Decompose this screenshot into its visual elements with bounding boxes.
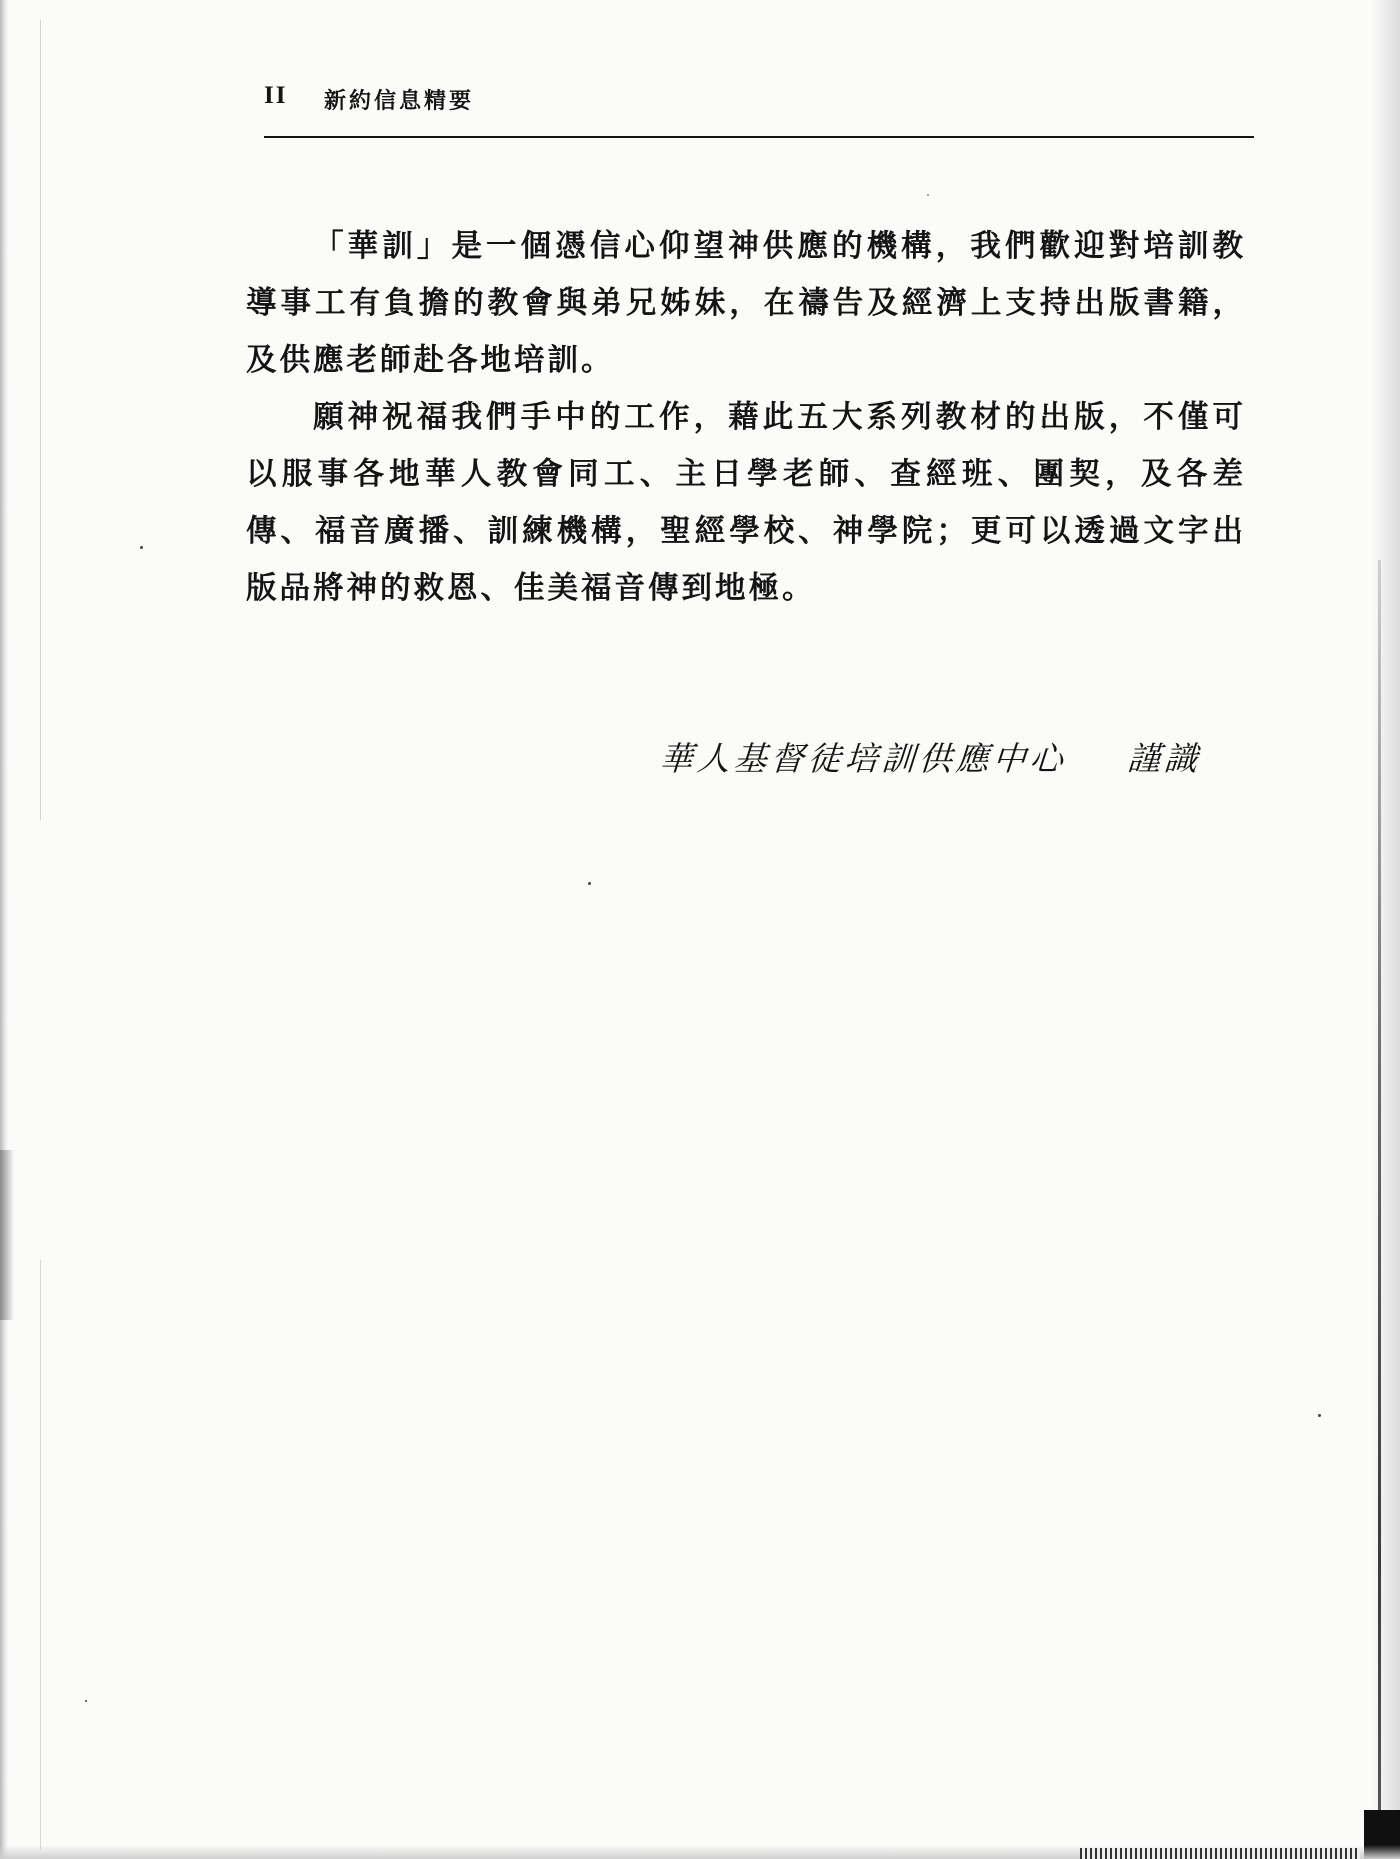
dust-speck bbox=[588, 882, 591, 885]
running-header bbox=[264, 80, 1254, 132]
scan-left-line bbox=[40, 1260, 41, 1850]
dust-speck bbox=[140, 546, 143, 549]
scan-left-edge bbox=[0, 0, 8, 1859]
scan-right-line bbox=[1378, 560, 1381, 1810]
scan-left-line bbox=[40, 20, 41, 820]
signature-organization: 華人基督徒培訓供應中心 bbox=[658, 739, 1069, 778]
scan-right-edge bbox=[1370, 0, 1400, 1859]
scan-left-shadow bbox=[0, 1150, 14, 1320]
paragraph: 願神祝福我們手中的工作，藉此五大系列教材的出版，不僅可以服事各地華人教會同工、主日學老師、查經班、團契，及各差傳、福音廣播、訓練機構，聖經學校、神學院；更可以透過文字出版品將神的救恩、佳美福音傳到地極。 bbox=[246, 400, 1246, 606]
dust-speck bbox=[85, 1700, 87, 1702]
page-number: II bbox=[264, 82, 288, 109]
book-title: 新約信息精要 bbox=[324, 89, 475, 114]
body-text bbox=[246, 218, 1246, 617]
header-rule bbox=[264, 136, 1254, 138]
signature bbox=[658, 733, 1261, 780]
signature-closing: 謹識 bbox=[1125, 739, 1203, 778]
scan-bottom-strip bbox=[1080, 1848, 1360, 1859]
paragraph: 「華訓」是一個憑信心仰望神供應的機構，我們歡迎對培訓教導事工有負擔的教會與弟兄姊妹，在禱告及經濟上支持出版書籍，及供應老師赴各地培訓。 bbox=[246, 229, 1246, 378]
dust-speck bbox=[927, 194, 929, 196]
dust-speck bbox=[1318, 1414, 1321, 1417]
